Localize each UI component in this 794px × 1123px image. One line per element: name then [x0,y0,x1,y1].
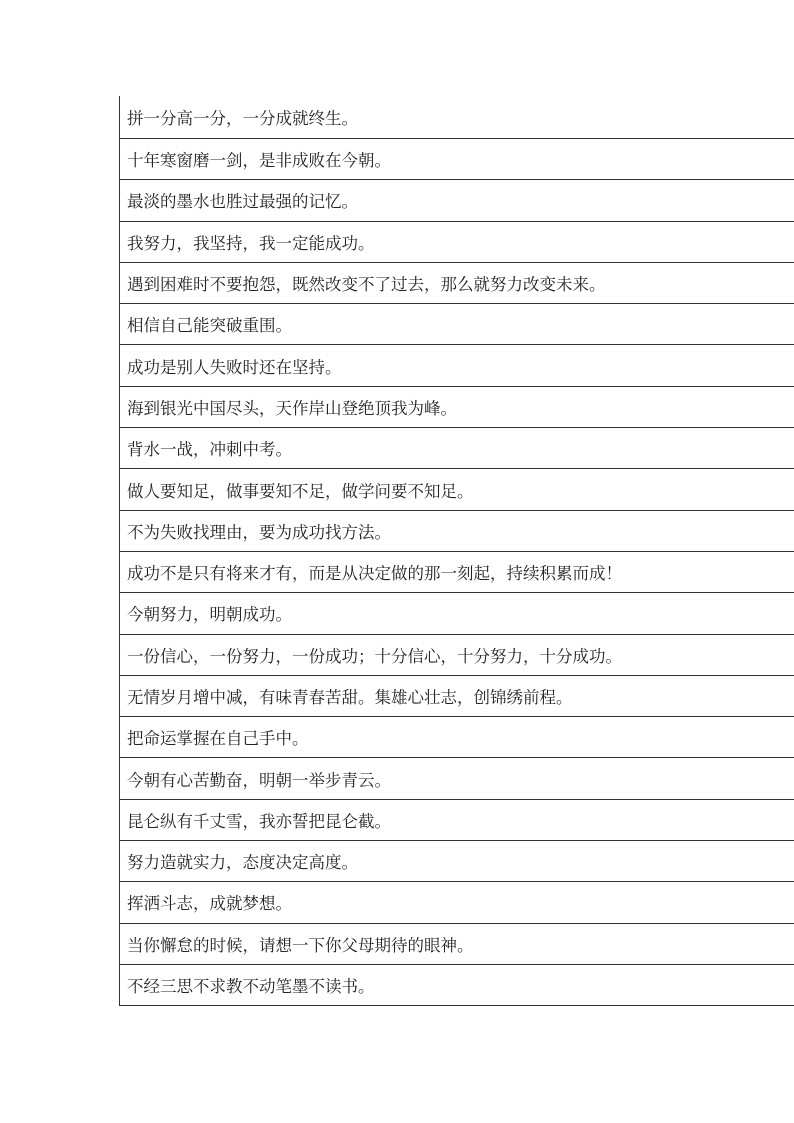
table-row [120,552,794,593]
table-row [120,139,794,180]
table-row [120,387,794,428]
quote-table [119,96,794,1006]
quote-text: 成功不是只有将来才有，而是从决定做的那一刻起，持续积累而成！ [127,564,622,584]
quote-text: 把命运掌握在自己手中。 [127,729,309,749]
table-row [120,304,794,345]
quote-text: 成功是别人失败时还在坚持。 [127,357,342,377]
table-row [120,635,794,676]
table-row [120,180,794,221]
quote-text: 海到银光中国尽头，天作岸山登绝顶我为峰。 [127,398,457,418]
table-row [120,511,794,552]
table-row [120,593,794,634]
quote-text: 一份信心，一份努力，一份成功；十分信心，十分努力，十分成功。 [127,646,622,666]
table-row [120,965,794,1006]
table-row [120,800,794,841]
table-row [120,428,794,469]
table-row [120,263,794,304]
table-row [120,717,794,758]
quote-text: 不经三思不求教不动笔墨不读书。 [127,977,375,997]
quote-text: 遇到困难时不要抱怨，既然改变不了过去，那么就努力改变未来。 [127,275,606,295]
quote-text: 今朝努力，明朝成功。 [127,605,292,625]
quote-text: 努力造就实力，态度决定高度。 [127,853,358,873]
quote-text: 我努力，我坚持，我一定能成功。 [127,233,375,253]
quote-text: 相信自己能突破重围。 [127,316,292,336]
quote-text: 当你懈怠的时候，请想一下你父母期待的眼神。 [127,935,474,955]
quote-text: 背水一战，冲刺中考。 [127,440,292,460]
quote-text: 今朝有心苦勤奋，明朝一举步青云。 [127,770,391,790]
table-row [120,924,794,965]
table-row [120,469,794,510]
quote-text: 不为失败找理由，要为成功找方法。 [127,522,391,542]
table-row [120,758,794,799]
quote-text: 拼一分高一分，一分成就终生。 [127,109,358,128]
table-row [120,222,794,263]
quote-text: 最淡的墨水也胜过最强的记忆。 [127,192,358,212]
table-row [120,345,794,386]
table-row [120,96,794,139]
quote-text: 做人要知足，做事要知不足，做学问要不知足。 [127,481,474,501]
quote-text: 十年寒窗磨一剑，是非成败在今朝。 [127,151,391,171]
quote-text: 挥洒斗志，成就梦想。 [127,894,292,914]
quote-text: 昆仑纵有千丈雪，我亦誓把昆仑截。 [127,811,391,831]
table-row [120,882,794,923]
table-row [120,676,794,717]
quote-text: 无情岁月增中减，有味青春苦甜。集雄心壮志，创锦绣前程。 [127,688,573,707]
table-row [120,841,794,882]
